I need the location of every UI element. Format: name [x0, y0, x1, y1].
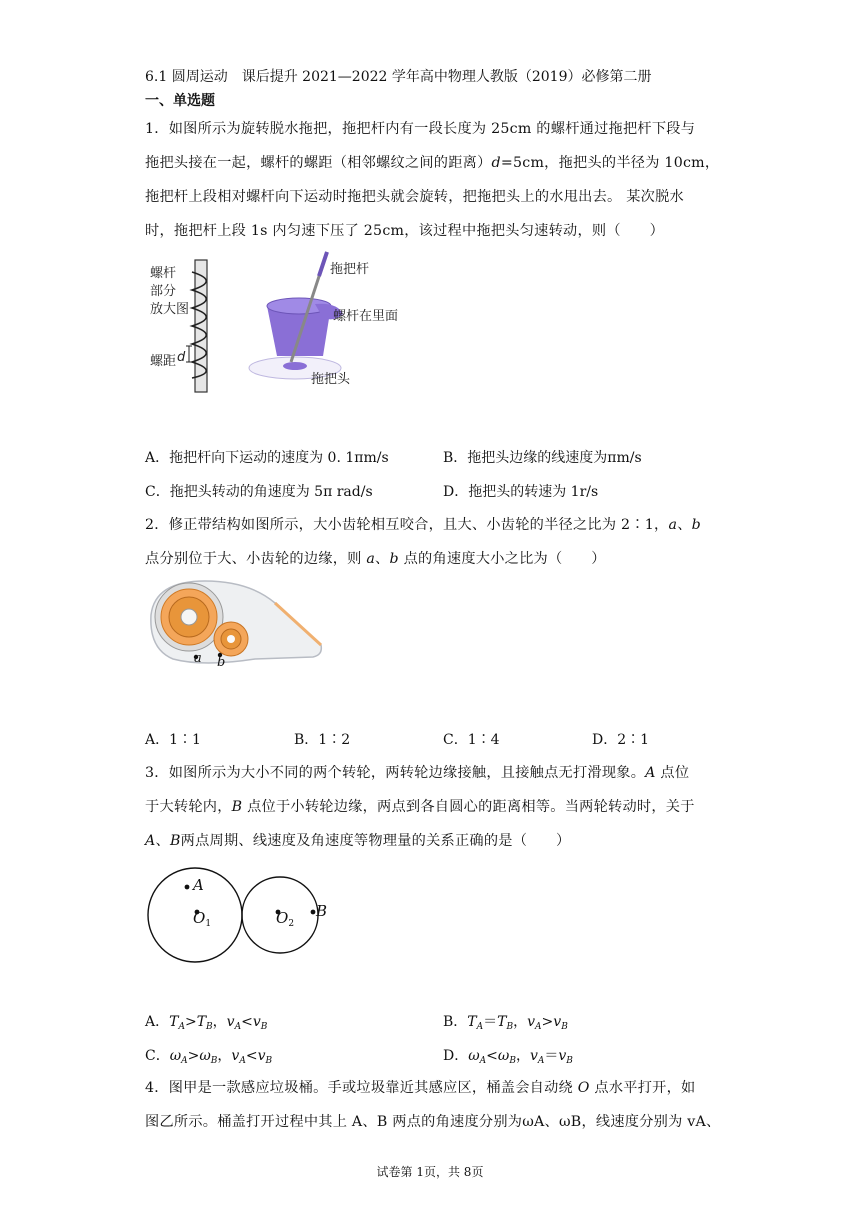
q3-fig-O2-letter: O — [276, 909, 289, 927]
q1-d-symbol: d — [491, 155, 501, 171]
page-footer: 试卷第 1页，共 8页 — [376, 1165, 484, 1179]
q2-option-d: D．2∶1 — [592, 732, 650, 748]
fig-label-screw-2: 部分 — [150, 284, 177, 299]
q2-line-2-pre: 点分别位于大、小齿轮的边缘，则 — [145, 551, 367, 567]
q1-option-b: B．拖把头边缘的线速度为πm/s — [443, 450, 642, 466]
q1-line-2-tail: =5cm，拖把头的半径为 10cm， — [500, 155, 720, 171]
q1-option-d: D．拖把头的转速为 1r/s — [443, 484, 599, 500]
q4-O: O — [577, 1080, 590, 1096]
q3-option-a: A．$T_A>T_B$，$v_A<v_B$ — [145, 1014, 268, 1032]
q1-option-c: C．拖把头转动的角速度为 5π rad/s — [145, 484, 373, 500]
q2-option-a: A．1∶1 — [145, 732, 201, 748]
q2-line-2 — [145, 548, 606, 568]
q2-fig-a: a — [194, 651, 202, 666]
q2-line-1-text: 2．修正带结构如图所示，大小齿轮相互咬合，且大、小齿轮的半径之比为 2∶1， — [145, 517, 669, 533]
q1-line-1: 1．如图所示为旋转脱水拖把，拖把杆内有一段长度为 25cm 的螺杆通过拖把杆下段与 — [145, 121, 696, 137]
q3-B: B — [231, 799, 243, 815]
q4-line-2: 图乙所示。桶盖打开过程中其上 A、B 两点的角速度分别为ωA、ωB，线速度分别为 vA、 — [145, 1114, 721, 1130]
fig-label-inside: 螺杆在里面 — [333, 309, 399, 324]
fig-label-screw-1: 螺杆 — [150, 266, 177, 281]
two-wheels-diagram — [145, 860, 345, 980]
q3-line-1-text: 3．如图所示为大小不同的两个转轮，两转轮边缘接触，且接触点无打滑现象。 — [145, 765, 646, 781]
q2-a-2: a — [366, 551, 376, 567]
q2-option-c: C．1∶4 — [443, 732, 500, 748]
q2-sep-2: 、 — [375, 551, 390, 567]
q3-line-2-pre: 于大转轮内， — [145, 799, 232, 815]
q3-fig-O1-sub: 1 — [205, 919, 212, 929]
q4-line-1-pre: 4．图甲是一款感应垃圾桶。手或垃圾靠近其感应区，桶盖会自动绕 — [145, 1080, 578, 1096]
q2-a: a — [668, 517, 678, 533]
q3-fig-O1-letter: O — [193, 909, 206, 927]
q3-fig-O2 — [276, 909, 294, 929]
q2-fig-b: b — [217, 655, 226, 670]
q2-sep: 、 — [677, 517, 692, 533]
q3-B-2: B — [169, 833, 181, 849]
fig-label-pitch: 螺距 — [150, 354, 177, 369]
q1-option-a: A．拖把杆向下运动的速度为 0. 1πm/s — [145, 450, 389, 466]
q2-b-2: b — [389, 551, 399, 567]
fig-label-head: 拖把头 — [311, 372, 351, 387]
section-heading: 一、单选题 — [145, 93, 215, 109]
q3-option-c: C．$\omega_A>\omega_B$，$v_A<v_B$ — [145, 1048, 273, 1066]
q1-line-2-text: 拖把头接在一起，螺杆的螺距（相邻螺纹之间的距离） — [145, 155, 492, 171]
fig-label-d: d — [177, 350, 186, 365]
q3-line-3: A、B两点周期、线速度及角速度等物理量的关系正确的是（ ） — [145, 833, 571, 849]
q3-wheels-figure — [145, 860, 345, 980]
q4-line-1-post: 点水平打开，如 — [589, 1080, 696, 1096]
q3-line-3-text: 两点周期、线速度及角速度等物理量的关系正确的是（ ） — [180, 833, 571, 849]
q2-b: b — [691, 517, 701, 533]
q1-line-2 — [145, 152, 719, 172]
fig-label-rod: 拖把杆 — [330, 262, 370, 277]
q3-line-1-post: 点位 — [655, 765, 690, 781]
correction-tape-illustration — [145, 575, 325, 670]
q1-line-3: 拖把杆上段相对螺杆向下运动时拖把头就会旋转，把拖把头上的水甩出去。 某次脱水 — [145, 189, 684, 205]
q3-fig-A: A — [193, 876, 204, 894]
q3-A-2: A — [145, 833, 156, 849]
document-title: 6.1 圆周运动 课后提升 2021—2022 学年高中物理人教版（2019）必修第二册 — [145, 69, 652, 85]
q1-line-4: 时，拖把杆上段 1s 内匀速下压了 25cm，该过程中拖把头匀速转动，则（ ） — [145, 223, 665, 239]
q3-line-2 — [145, 796, 695, 816]
q3-option-d: D．$\omega_A<\omega_B$，$v_A=v_B$ — [443, 1048, 573, 1066]
q2-tape-figure — [145, 575, 325, 670]
q2-option-b: B．1∶2 — [294, 732, 351, 748]
q3-fig-O2-sub: 2 — [288, 919, 295, 929]
q3-fig-O1 — [193, 909, 211, 929]
q3-line-1 — [145, 762, 689, 782]
q3-fig-B: B — [316, 902, 328, 920]
q2-line-2-post: 点的角速度大小之比为（ ） — [398, 551, 606, 567]
q3-option-b: B．$T_A=T_B$，$v_A>v_B$ — [443, 1014, 568, 1032]
q2-line-1 — [145, 514, 701, 534]
q3-line-2-post: 点位于小转轮边缘，两点到各自圆心的距离相等。当两轮转动时，关于 — [242, 799, 695, 815]
q4-line-1 — [145, 1077, 695, 1097]
fig-label-screw-3: 放大图 — [150, 302, 190, 317]
q3-A: A — [645, 765, 656, 781]
